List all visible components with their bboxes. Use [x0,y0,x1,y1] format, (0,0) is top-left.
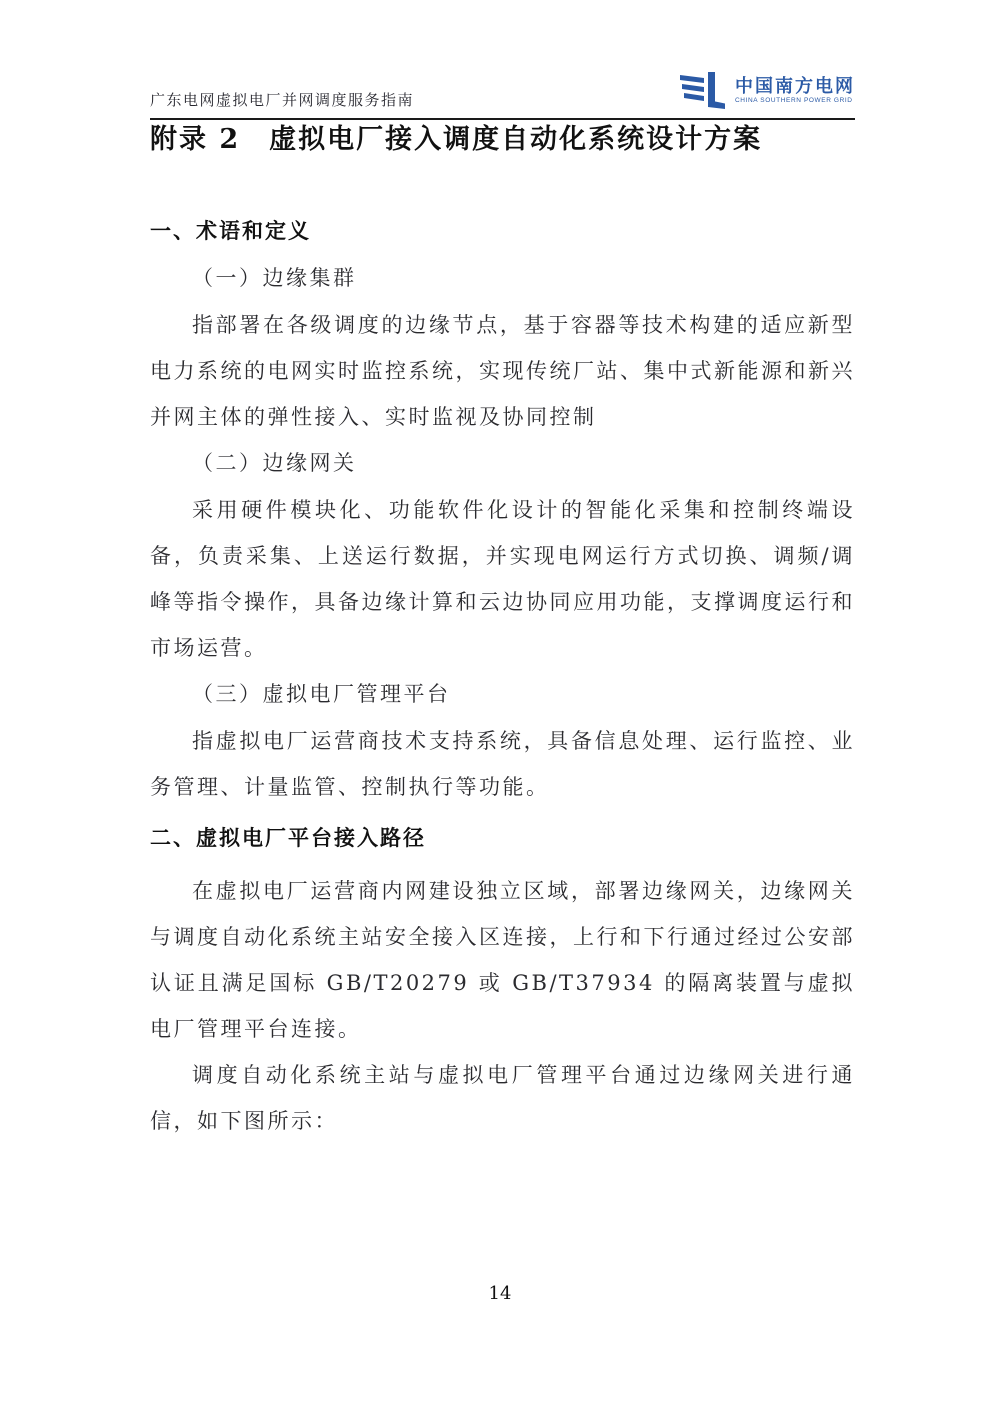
section-heading-terms: 一、术语和定义 [150,220,311,244]
subheading-edge-cluster: （一）边缘集群 [192,266,357,291]
paragraph-vpp-platform-definition: 指虚拟电厂运营商技术支持系统，具备信息处理、运行监控、业务管理、计量监管、控制执行等功能。 [150,729,855,800]
paragraph-communication-note: 调度自动化系统主站与虚拟电厂管理平台通过边缘网关进行通信，如下图所示： [150,1063,855,1134]
paragraph-edge-cluster-definition: 指部署在各级调度的边缘节点，基于容器等技术构建的适应新型电力系统的电网实时监控系统，实现传统厂站、集中式新能源和新兴并网主体的弹性接入、实时监视及协同控制 [150,313,855,430]
logo-text [735,77,855,105]
logo-name-en: CHINA SOUTHERN POWER GRID [735,97,853,105]
page-number: 14 [488,1283,512,1304]
paragraph-edge-gateway-definition: 采用硬件模块化、功能软件化设计的智能化采集和控制终端设备，负责采集、上送运行数据，并实现电网运行方式切换、调频/调峰等指令操作，具备边缘计算和云边协同应用功能，支撑调度运行和市场运营。 [150,498,855,661]
section-heading-access-path: 二、虚拟电厂平台接入路径 [150,827,426,851]
power-grid-logo-icon [680,70,726,112]
subheading-vpp-platform: （三）虚拟电厂管理平台 [192,682,451,707]
company-logo [680,70,855,112]
logo-name-cn: 中国南方电网 [735,76,855,97]
document-content [150,122,855,1144]
header-doc-title: 广东电网虚拟电厂并网调度服务指南 [150,92,415,109]
subheading-edge-gateway: （二）边缘网关 [192,451,357,476]
appendix-title: 附录 2 虚拟电厂接入调度自动化系统设计方案 [150,124,763,155]
page-header [150,62,855,120]
paragraph-access-path: 在虚拟电厂运营商内网建设独立区域，部署边缘网关，边缘网关与调度自动化系统主站安全接入区连接，上行和下行通过经过公安部认证且满足国标 GB/T20279 或 GB/T37934 的隔离装置与虚拟电厂管理平台连接。 [150,879,855,1042]
